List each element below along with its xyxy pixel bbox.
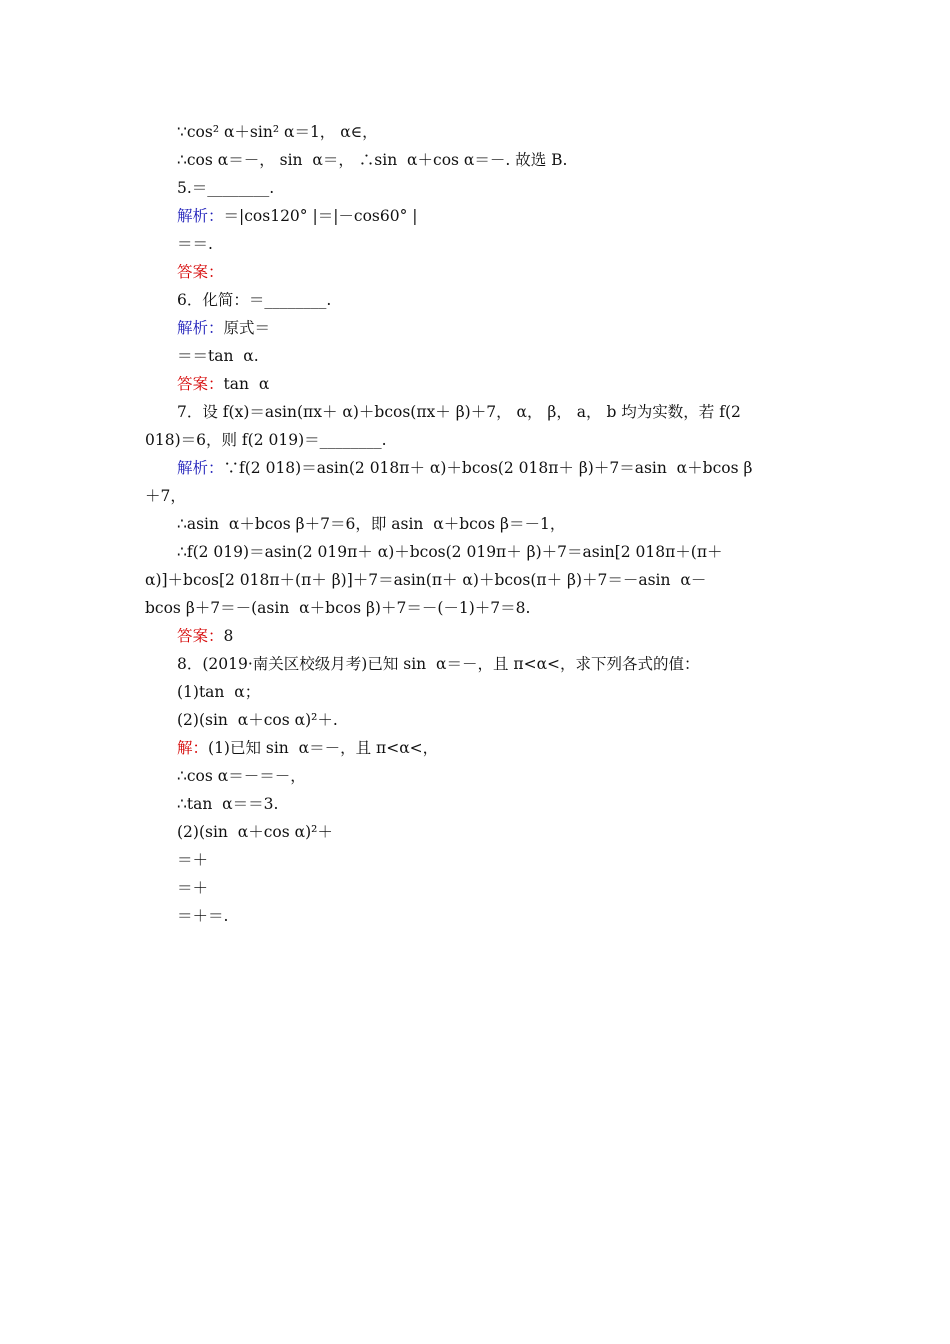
text-line: (2)(sin α＋cos α)²＋. [177,711,338,729]
text-line: ＋7， [145,487,186,505]
analysis-line: 解析：原式＝ [177,319,271,337]
answer-label: 答案： [177,263,224,281]
text-line: ＝＝tan α. [177,347,259,365]
analysis-label: 解析： [177,207,224,225]
text-line: (1)tan α； [177,683,261,701]
text-line: ∵cos² α＋sin² α＝1， α∈， [177,123,378,141]
problem-8: 8．(2019·南关区校级月考)已知 sin α＝－，且 π<α<，求下列各式的值： [177,655,700,673]
text-line: ∴cos α＝－， sin α＝， ∴sin α＋cos α＝－. 故选 B. [177,151,568,169]
text-line: ∴tan α＝＝3. [177,795,279,813]
text-line: ＝＋ [177,879,209,897]
solution-line: 解：(1)已知 sin α＝－，且 π<α<， [177,739,439,757]
text-line: ＝＋ [177,851,209,869]
text-line: ∴f(2 019)＝asin(2 019π＋ α)＋bcos(2 019π＋ β)＋7＝asin[2 018π＋(π＋ [177,543,723,561]
text-line: 018)＝6，则 f(2 019)＝________. [145,431,387,449]
problem-7: 7．设 f(x)＝asin(πx＋ α)＋bcos(πx＋ β)＋7， α， β， a， b 均为实数，若 f(2 [177,403,741,421]
text-line: bcos β＋7＝－(asin α＋bcos β)＋7＝－(－1)＋7＝8. [145,599,531,617]
problem-6: 6．化简：＝________. [177,291,332,309]
text-line: ∴asin α＋bcos β＋7＝6，即 asin α＋bcos β＝－1， [177,515,566,533]
answer-line: 答案：tan α [177,375,270,393]
text-line: ＝＝. [177,235,213,253]
answer-line: 答案：8 [177,627,234,645]
analysis-line: 解析：＝|cos120° |＝|－cos60° | [177,207,418,225]
analysis-line: 解析：∵f(2 018)＝asin(2 018π＋ α)＋bcos(2 018π＋ β)＋7＝asin α＋bcos β [177,459,753,477]
analysis-label: 解析： [177,319,224,337]
answer-line [177,262,224,282]
answer-label: 答案： [177,627,224,645]
text-line: ∴cos α＝－＝－， [177,767,306,785]
text-line: α)]＋bcos[2 018π＋(π＋ β)]＋7＝asin(π＋ α)＋bcos(π＋ β)＋7＝－asin α－ [145,571,707,589]
solution-label: 解： [177,739,209,757]
text-line: ＝＋＝. [177,907,229,925]
problem-5: 5.＝________. [177,179,275,197]
analysis-label: 解析： [177,459,224,477]
text-line: (2)(sin α＋cos α)²＋ [177,823,333,841]
answer-label: 答案： [177,375,224,393]
